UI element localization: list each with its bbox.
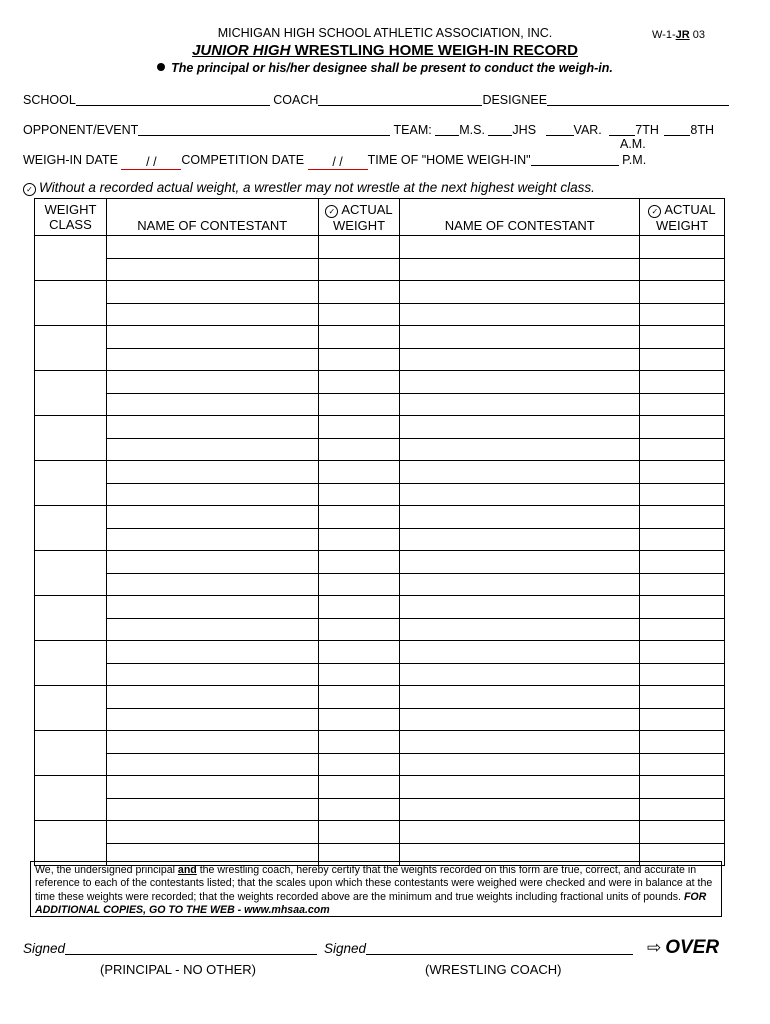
- weight-class-cell[interactable]: [35, 776, 107, 821]
- weight-class-cell[interactable]: [35, 416, 107, 461]
- name-cell-1[interactable]: [106, 708, 318, 731]
- team-label: TEAM:: [393, 123, 432, 137]
- actual-weight-cell-2[interactable]: [640, 258, 725, 281]
- name-cell-2[interactable]: [400, 753, 640, 776]
- table-row: [35, 483, 725, 506]
- name-cell-2[interactable]: [400, 371, 640, 394]
- table-row: [35, 686, 725, 709]
- header-name-1-text: NAME OF CONTESTANT: [137, 218, 288, 233]
- team-jhs-blank[interactable]: [488, 122, 512, 136]
- team-ms-blank[interactable]: [435, 122, 459, 136]
- weight-class-cell[interactable]: [35, 821, 107, 866]
- name-cell-2[interactable]: [400, 461, 640, 484]
- name-cell-1[interactable]: [106, 821, 318, 844]
- actual-weight-cell-2[interactable]: [640, 551, 725, 574]
- designee-label: DESIGNEE: [482, 93, 548, 107]
- weight-class-cell[interactable]: [35, 686, 107, 731]
- certification-box: [30, 861, 722, 917]
- actual-weight-cell-2[interactable]: [640, 393, 725, 416]
- team-var-label: VAR.: [573, 123, 602, 137]
- principal-note-text: The principal or his/her designee shall be present to conduct the weigh-in.: [171, 61, 613, 75]
- signature-principal: [23, 941, 317, 956]
- header-weight-class-line1: WEIGHT: [44, 202, 97, 217]
- form-code-prefix: W-1-: [652, 29, 676, 41]
- team-ms-label: M.S.: [459, 123, 485, 137]
- team-var-blank[interactable]: [546, 122, 574, 136]
- weight-class-cell[interactable]: [35, 236, 107, 281]
- actual-weight-cell-2[interactable]: [640, 641, 725, 664]
- actual-weight-cell-2[interactable]: [640, 573, 725, 596]
- weight-warning: [23, 180, 595, 196]
- table-row: [35, 348, 725, 371]
- weight-class-cell[interactable]: [35, 551, 107, 596]
- weighin-date-field[interactable]: / /: [121, 155, 181, 170]
- school-field[interactable]: [76, 92, 270, 106]
- actual-weight-cell-1[interactable]: [318, 506, 400, 529]
- certification-text-2: the wrestling coach, hereby certify that the weights recorded on this form are true, correct, and accurate in reference to each of the contestants listed; that the scales upon which these contestants were weighed were checked and were in balance at the time these weights were recorded; that the weights recorded above are the minimum and true weights including fractional units of pounds.: [35, 864, 713, 903]
- name-cell-1[interactable]: [106, 596, 318, 619]
- actual-weight-cell-1[interactable]: [318, 281, 400, 304]
- actual-weight-cell-2[interactable]: [640, 528, 725, 551]
- title-junior-high: JUNIOR HIGH: [192, 42, 291, 59]
- table-row: [35, 798, 725, 821]
- name-cell-1[interactable]: [106, 798, 318, 821]
- header-actual-weight-1: [318, 199, 400, 236]
- certification-text-1: We, the undersigned principal: [35, 864, 178, 876]
- header-name-1: [106, 199, 318, 236]
- table-row: [35, 731, 725, 754]
- actual-weight-cell-2[interactable]: [640, 821, 725, 844]
- row-school: [23, 92, 729, 107]
- actual-weight-cell-1[interactable]: [318, 393, 400, 416]
- name-cell-2[interactable]: [400, 348, 640, 371]
- name-cell-1[interactable]: [106, 416, 318, 439]
- actual-weight-cell-1[interactable]: [318, 551, 400, 574]
- actual-weight-cell-1[interactable]: [318, 663, 400, 686]
- actual-weight-cell-2[interactable]: [640, 663, 725, 686]
- actual-weight-cell-1[interactable]: [318, 528, 400, 551]
- opponent-field[interactable]: [138, 122, 390, 136]
- time-field[interactable]: [531, 152, 619, 166]
- table-body: [35, 236, 725, 866]
- name-cell-2[interactable]: [400, 303, 640, 326]
- header-actual-weight-2: [640, 199, 725, 236]
- table-row: [35, 236, 725, 259]
- name-cell-1[interactable]: [106, 326, 318, 349]
- name-cell-1[interactable]: [106, 776, 318, 799]
- name-cell-1[interactable]: [106, 281, 318, 304]
- actual-weight-cell-2[interactable]: [640, 708, 725, 731]
- actual-weight-cell-1[interactable]: [318, 371, 400, 394]
- name-cell-2[interactable]: [400, 393, 640, 416]
- actual-weight-cell-1[interactable]: [318, 483, 400, 506]
- competition-date-field[interactable]: / /: [308, 155, 368, 170]
- name-cell-2[interactable]: [400, 686, 640, 709]
- table-row: [35, 303, 725, 326]
- signature-coach: [324, 941, 633, 956]
- check-circle-icon: ✓: [648, 205, 661, 218]
- actual-weight-cell-1[interactable]: [318, 821, 400, 844]
- actual-weight-cell-2[interactable]: [640, 731, 725, 754]
- coach-label: COACH: [273, 93, 319, 107]
- header-actual-1-line1: ACTUAL: [341, 201, 393, 217]
- header-actual-1-line2: WEIGHT: [333, 217, 386, 233]
- team-8th-blank[interactable]: [664, 122, 690, 136]
- coach-signature-field[interactable]: [366, 941, 633, 955]
- header-name-2: [400, 199, 640, 236]
- table-row: [35, 573, 725, 596]
- actual-weight-cell-2[interactable]: [640, 483, 725, 506]
- actual-weight-cell-1[interactable]: [318, 798, 400, 821]
- actual-weight-cell-2[interactable]: [640, 618, 725, 641]
- name-cell-2[interactable]: [400, 528, 640, 551]
- principal-signature-field[interactable]: [65, 941, 317, 955]
- weight-class-cell[interactable]: [35, 281, 107, 326]
- weight-warning-text: Without a recorded actual weight, a wrestler may not wrestle at the next highest weight class.: [39, 180, 595, 195]
- header-weight-class-line2: CLASS: [49, 217, 92, 232]
- table-row: [35, 416, 725, 439]
- check-circle-icon: ✓: [325, 205, 338, 218]
- certification-web: FOR ADDITIONAL COPIES, GO TO THE WEB - www.mhsaa.com: [35, 890, 707, 917]
- actual-weight-cell-2[interactable]: [640, 798, 725, 821]
- table-row: [35, 708, 725, 731]
- coach-caption: (WRESTLING COACH): [425, 962, 562, 977]
- name-cell-2[interactable]: [400, 281, 640, 304]
- team-jhs-label: JHS: [512, 123, 537, 137]
- table-row: [35, 618, 725, 641]
- team-8th-label: 8TH: [690, 123, 714, 137]
- name-cell-2[interactable]: [400, 506, 640, 529]
- actual-weight-cell-2[interactable]: [640, 326, 725, 349]
- opponent-label: OPPONENT/EVENT: [23, 123, 139, 137]
- header-actual-2-line2: WEIGHT: [656, 217, 709, 233]
- weight-class-cell[interactable]: [35, 371, 107, 416]
- header-name-2-text: NAME OF CONTESTANT: [444, 218, 595, 233]
- name-cell-2[interactable]: [400, 326, 640, 349]
- actual-weight-cell-1[interactable]: [318, 348, 400, 371]
- weighin-date-label: WEIGH-IN DATE: [23, 153, 118, 167]
- actual-weight-cell-2[interactable]: [640, 416, 725, 439]
- actual-weight-cell-2[interactable]: [640, 281, 725, 304]
- competition-date-label: COMPETITION DATE: [181, 153, 305, 167]
- over-indicator: [647, 937, 719, 959]
- team-7th-label: 7TH: [635, 123, 659, 137]
- am-label: A.M.: [620, 137, 646, 151]
- pm-label: P.M.: [622, 153, 647, 167]
- over-label: OVER: [665, 937, 720, 958]
- actual-weight-cell-2[interactable]: [640, 438, 725, 461]
- actual-weight-cell-1[interactable]: [318, 326, 400, 349]
- table-row: [35, 753, 725, 776]
- name-cell-2[interactable]: [400, 551, 640, 574]
- table-row: [35, 528, 725, 551]
- weight-class-cell[interactable]: [35, 461, 107, 506]
- title-rest: WRESTLING HOME WEIGH-IN RECORD: [290, 42, 578, 59]
- name-cell-1[interactable]: [106, 236, 318, 259]
- actual-weight-cell-2[interactable]: [640, 776, 725, 799]
- actual-weight-cell-1[interactable]: [318, 461, 400, 484]
- organization-name: MICHIGAN HIGH SCHOOL ATHLETIC ASSOCIATION, INC.: [217, 26, 553, 40]
- table-row: [35, 438, 725, 461]
- bullet-icon: [157, 63, 165, 71]
- actual-weight-cell-2[interactable]: [640, 236, 725, 259]
- actual-weight-cell-2[interactable]: [640, 348, 725, 371]
- table-row: [35, 776, 725, 799]
- actual-weight-cell-1[interactable]: [318, 303, 400, 326]
- form-code-suffix: 03: [689, 29, 705, 41]
- name-cell-2[interactable]: [400, 798, 640, 821]
- name-cell-2[interactable]: [400, 641, 640, 664]
- certification-and: and: [177, 864, 197, 876]
- name-cell-1[interactable]: [106, 528, 318, 551]
- actual-weight-cell-1[interactable]: [318, 416, 400, 439]
- form-code: [652, 29, 705, 41]
- actual-weight-cell-1[interactable]: [318, 618, 400, 641]
- table-row: [35, 821, 725, 844]
- actual-weight-cell-2[interactable]: [640, 371, 725, 394]
- form-code-mid: JR: [675, 29, 690, 41]
- table-row: [35, 393, 725, 416]
- name-cell-2[interactable]: [400, 776, 640, 799]
- table-row: [35, 258, 725, 281]
- actual-weight-cell-1[interactable]: [318, 708, 400, 731]
- weight-class-cell[interactable]: [35, 596, 107, 641]
- table-row: [35, 663, 725, 686]
- name-cell-1[interactable]: [106, 371, 318, 394]
- actual-weight-cell-2[interactable]: [640, 753, 725, 776]
- table-header-row: [35, 199, 725, 236]
- name-cell-2[interactable]: [400, 821, 640, 844]
- team-7th-blank[interactable]: [609, 122, 635, 136]
- actual-weight-cell-2[interactable]: [640, 461, 725, 484]
- name-cell-2[interactable]: [400, 663, 640, 686]
- name-cell-1[interactable]: [106, 303, 318, 326]
- header-weight-class: [35, 199, 107, 236]
- form-title: [0, 42, 770, 59]
- table-row: [35, 596, 725, 619]
- actual-weight-cell-2[interactable]: [640, 596, 725, 619]
- check-circle-icon: ✓: [23, 183, 36, 196]
- actual-weight-cell-1[interactable]: [318, 753, 400, 776]
- name-cell-1[interactable]: [106, 506, 318, 529]
- name-cell-2[interactable]: [400, 708, 640, 731]
- name-cell-1[interactable]: [106, 393, 318, 416]
- principal-caption: (PRINCIPAL - NO OTHER): [100, 962, 257, 977]
- table-row: [35, 506, 725, 529]
- name-cell-1[interactable]: [106, 641, 318, 664]
- actual-weight-cell-1[interactable]: [318, 236, 400, 259]
- weight-class-cell[interactable]: [35, 731, 107, 776]
- name-cell-1[interactable]: [106, 551, 318, 574]
- signed-label-principal: Signed: [23, 941, 66, 956]
- actual-weight-cell-1[interactable]: [318, 731, 400, 754]
- name-cell-2[interactable]: [400, 416, 640, 439]
- name-cell-1[interactable]: [106, 663, 318, 686]
- coach-field[interactable]: [318, 92, 482, 106]
- table-row: [35, 281, 725, 304]
- table-row: [35, 461, 725, 484]
- name-cell-2[interactable]: [400, 483, 640, 506]
- actual-weight-cell-1[interactable]: [318, 686, 400, 709]
- name-cell-1[interactable]: [106, 753, 318, 776]
- name-cell-2[interactable]: [400, 236, 640, 259]
- name-cell-1[interactable]: [106, 258, 318, 281]
- name-cell-2[interactable]: [400, 731, 640, 754]
- name-cell-2[interactable]: [400, 573, 640, 596]
- name-cell-1[interactable]: [106, 686, 318, 709]
- name-cell-1[interactable]: [106, 461, 318, 484]
- actual-weight-cell-1[interactable]: [318, 438, 400, 461]
- row-opponent: [23, 122, 714, 137]
- table-row: [35, 551, 725, 574]
- name-cell-1[interactable]: [106, 731, 318, 754]
- row-dates: [23, 152, 646, 170]
- name-cell-1[interactable]: [106, 573, 318, 596]
- name-cell-2[interactable]: [400, 258, 640, 281]
- table-row: [35, 641, 725, 664]
- name-cell-2[interactable]: [400, 438, 640, 461]
- weight-class-cell[interactable]: [35, 506, 107, 551]
- name-cell-1[interactable]: [106, 438, 318, 461]
- signed-label-coach: Signed: [324, 941, 367, 956]
- name-cell-1[interactable]: [106, 348, 318, 371]
- school-label: SCHOOL: [23, 93, 76, 107]
- actual-weight-cell-1[interactable]: [318, 573, 400, 596]
- actual-weight-cell-1[interactable]: [318, 596, 400, 619]
- arrow-right-icon: ⇨: [647, 938, 662, 957]
- weight-class-cell[interactable]: [35, 326, 107, 371]
- header-actual-2-line1: ACTUAL: [664, 201, 716, 217]
- name-cell-1[interactable]: [106, 618, 318, 641]
- principal-note: [0, 61, 770, 75]
- actual-weight-cell-1[interactable]: [318, 258, 400, 281]
- name-cell-2[interactable]: [400, 618, 640, 641]
- actual-weight-cell-1[interactable]: [318, 641, 400, 664]
- table-row: [35, 371, 725, 394]
- time-label: TIME OF "HOME WEIGH-IN": [367, 153, 531, 167]
- actual-weight-cell-2[interactable]: [640, 506, 725, 529]
- name-cell-2[interactable]: [400, 596, 640, 619]
- name-cell-1[interactable]: [106, 483, 318, 506]
- actual-weight-cell-2[interactable]: [640, 686, 725, 709]
- actual-weight-cell-1[interactable]: [318, 776, 400, 799]
- designee-field[interactable]: [547, 92, 729, 106]
- table-row: [35, 326, 725, 349]
- weigh-in-table: [34, 198, 725, 866]
- weight-class-cell[interactable]: [35, 641, 107, 686]
- actual-weight-cell-2[interactable]: [640, 303, 725, 326]
